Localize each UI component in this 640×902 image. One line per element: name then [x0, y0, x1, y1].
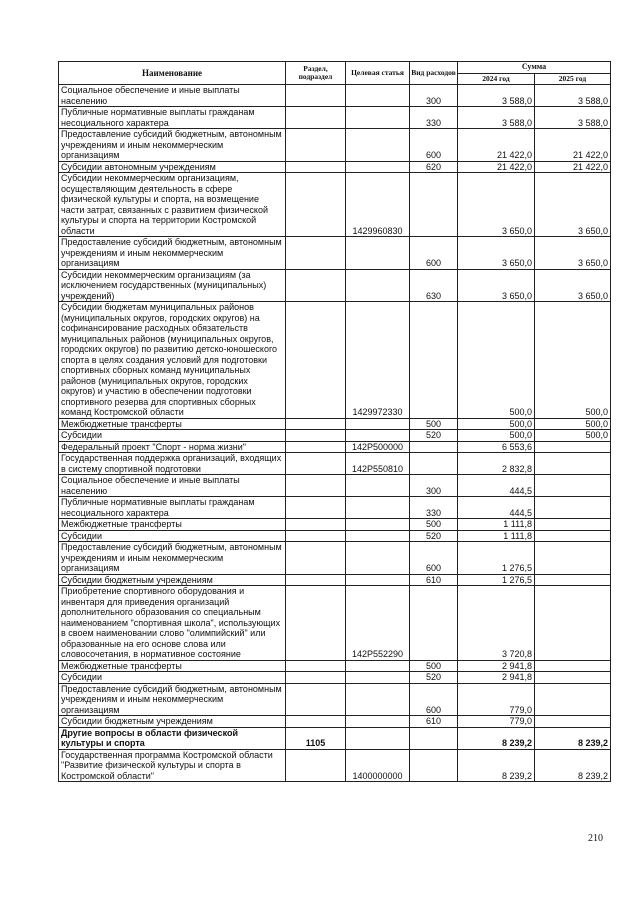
row-section: [286, 586, 346, 661]
row-sum-2024: 21 422,0: [458, 161, 535, 173]
row-section: [286, 418, 346, 430]
row-sum-2024: 3 650,0: [458, 269, 535, 302]
table-row: [59, 173, 611, 237]
row-target: 142P552290: [346, 586, 410, 661]
header-row: [59, 62, 611, 74]
row-name: Публичные нормативные выплаты гражданам несоциального характера: [59, 107, 286, 129]
table-row: [59, 237, 611, 270]
row-sum-2025: [535, 497, 611, 519]
row-sum-2024: 2 832,8: [458, 453, 535, 475]
table-row: [59, 161, 611, 173]
row-target: 1429972330: [346, 302, 410, 419]
row-type: 500: [410, 418, 458, 430]
row-type: 330: [410, 497, 458, 519]
header-year-2025: 2025 год: [535, 73, 611, 85]
row-name: Социальное обеспечение и иные выплаты населению: [59, 85, 286, 107]
row-section: [286, 85, 346, 107]
row-type: 330: [410, 107, 458, 129]
row-type: 300: [410, 85, 458, 107]
row-sum-2025: [535, 530, 611, 542]
row-sum-2024: 8 239,2: [458, 727, 535, 749]
table-row: [59, 749, 611, 782]
row-name: Федеральный проект "Спорт - норма жизни": [59, 441, 286, 453]
row-sum-2024: 8 239,2: [458, 749, 535, 782]
page-number: 210: [588, 833, 603, 844]
row-target: [346, 672, 410, 684]
row-sum-2025: [535, 672, 611, 684]
row-section: [286, 107, 346, 129]
row-sum-2024: 3 650,0: [458, 173, 535, 237]
row-type: 500: [410, 519, 458, 531]
table-row: [59, 269, 611, 302]
row-type: [410, 453, 458, 475]
row-sum-2024: 1 276,5: [458, 574, 535, 586]
row-sum-2024: 1 111,8: [458, 530, 535, 542]
row-name: Межбюджетные трансферты: [59, 519, 286, 531]
table-row: [59, 542, 611, 575]
header-sum: Сумма: [458, 62, 611, 74]
row-type: 620: [410, 161, 458, 173]
table-row: [59, 85, 611, 107]
row-sum-2024: 444,5: [458, 497, 535, 519]
row-name: Приобретение спортивного оборудования и инвентаря для приведения организаций дополнительного образования со специальным наименованием "спортивная школа", использующих в своем наименовании слово "олимпийский" или образованные на его основе слова или словосочетания, в нормативное состояние: [59, 586, 286, 661]
row-target: [346, 161, 410, 173]
row-sum-2024: 21 422,0: [458, 129, 535, 162]
row-sum-2024: 2 941,8: [458, 672, 535, 684]
row-sum-2024: 500,0: [458, 430, 535, 442]
row-type: [410, 441, 458, 453]
header-section: Раздел, подраздел: [286, 62, 346, 85]
row-type: [410, 302, 458, 419]
row-section: [286, 453, 346, 475]
row-name: Субсидии некоммерческим организациям (за исключением государственных (муниципальных) учреждений): [59, 269, 286, 302]
row-sum-2024: 3 588,0: [458, 107, 535, 129]
row-section: [286, 441, 346, 453]
table-row: [59, 683, 611, 716]
table-row: [59, 453, 611, 475]
row-sum-2025: [535, 519, 611, 531]
row-section: [286, 161, 346, 173]
row-sum-2025: 500,0: [535, 418, 611, 430]
row-target: [346, 716, 410, 728]
row-type: [410, 749, 458, 782]
row-section: [286, 497, 346, 519]
header-type: Вид расходов: [410, 62, 458, 85]
row-target: [346, 475, 410, 497]
row-section: [286, 269, 346, 302]
row-target: [346, 129, 410, 162]
row-section: [286, 173, 346, 237]
row-type: 500: [410, 660, 458, 672]
row-sum-2025: [535, 574, 611, 586]
row-sum-2025: [535, 475, 611, 497]
row-sum-2025: [535, 683, 611, 716]
row-target: 1400000000: [346, 749, 410, 782]
row-sum-2024: 2 941,8: [458, 660, 535, 672]
table-row: [59, 441, 611, 453]
row-target: [346, 418, 410, 430]
row-sum-2025: 3 588,0: [535, 85, 611, 107]
row-sum-2025: 500,0: [535, 430, 611, 442]
row-sum-2025: 8 239,2: [535, 727, 611, 749]
row-section: [286, 530, 346, 542]
table-row: [59, 530, 611, 542]
row-sum-2025: 3 650,0: [535, 269, 611, 302]
row-section: [286, 475, 346, 497]
row-sum-2024: 500,0: [458, 418, 535, 430]
row-name: Субсидии: [59, 430, 286, 442]
row-name: Социальное обеспечение и иные выплаты населению: [59, 475, 286, 497]
row-sum-2025: [535, 660, 611, 672]
table-row: [59, 519, 611, 531]
row-name: Государственная поддержка организаций, входящих в систему спортивной подготовки: [59, 453, 286, 475]
row-sum-2024: 1 276,5: [458, 542, 535, 575]
row-name: Предоставление субсидий бюджетным, автономным учреждениям и иным некоммерческим организациям: [59, 542, 286, 575]
row-target: [346, 237, 410, 270]
row-name: Предоставление субсидий бюджетным, автономным учреждениям и иным некоммерческим организациям: [59, 237, 286, 270]
row-sum-2024: 500,0: [458, 302, 535, 419]
row-target: [346, 497, 410, 519]
row-type: 630: [410, 269, 458, 302]
row-target: [346, 530, 410, 542]
row-section: [286, 237, 346, 270]
row-name: Государственная программа Костромской области "Развитие физической культуры и спорта в Костромской области": [59, 749, 286, 782]
row-sum-2024: 6 553,6: [458, 441, 535, 453]
row-name: Субсидии бюджетам муниципальных районов (муниципальных округов, городских округов) на софинансирование расходных обязательств муниципальных районов (муниципальных округов, городских округов) по развитию детско-юношеского спорта в целях создания условий для подготовки спортивных сборных команд муниципальных районов (муниципальных округов, городских округов) и участию в обеспечении подготовки спортивного резерва для спортивных сборных команд Костромской области: [59, 302, 286, 419]
row-type: 610: [410, 574, 458, 586]
row-target: [346, 542, 410, 575]
row-name: Субсидии: [59, 530, 286, 542]
row-sum-2024: 3 650,0: [458, 237, 535, 270]
row-type: [410, 586, 458, 661]
row-sum-2025: 3 650,0: [535, 237, 611, 270]
row-section: [286, 683, 346, 716]
table-row: [59, 497, 611, 519]
row-type: 600: [410, 129, 458, 162]
row-type: [410, 173, 458, 237]
table-row: [59, 727, 611, 749]
budget-table: [58, 61, 611, 782]
row-type: 520: [410, 430, 458, 442]
row-sum-2024: 3 588,0: [458, 85, 535, 107]
row-target: 142P500000: [346, 441, 410, 453]
row-section: [286, 574, 346, 586]
row-section: [286, 302, 346, 419]
row-name: Предоставление субсидий бюджетным, автономным учреждениям и иным некоммерческим организациям: [59, 683, 286, 716]
table-row: [59, 660, 611, 672]
table-row: [59, 716, 611, 728]
table-row: [59, 574, 611, 586]
row-sum-2025: [535, 542, 611, 575]
table-row: [59, 586, 611, 661]
row-sum-2025: [535, 716, 611, 728]
row-target: 142P550810: [346, 453, 410, 475]
row-sum-2024: 444,5: [458, 475, 535, 497]
row-name: Межбюджетные трансферты: [59, 418, 286, 430]
row-target: [346, 107, 410, 129]
row-sum-2025: 3 588,0: [535, 107, 611, 129]
row-section: [286, 749, 346, 782]
row-section: 1105: [286, 727, 346, 749]
row-name: Субсидии: [59, 672, 286, 684]
row-name: Субсидии некоммерческим организациям, осуществляющим деятельность в сфере физической культуры и спорта, на возмещение части затрат, связанных с развитием физической культуры и спорта на территории Костромской области: [59, 173, 286, 237]
row-sum-2025: 3 650,0: [535, 173, 611, 237]
table-body: [59, 85, 611, 782]
header-year-2024: 2024 год: [458, 73, 535, 85]
row-sum-2024: 1 111,8: [458, 519, 535, 531]
row-target: [346, 683, 410, 716]
row-section: [286, 660, 346, 672]
header-name: Наименование: [59, 62, 286, 85]
row-target: [346, 430, 410, 442]
row-section: [286, 542, 346, 575]
row-type: 300: [410, 475, 458, 497]
row-target: [346, 727, 410, 749]
row-type: 520: [410, 530, 458, 542]
row-sum-2025: [535, 453, 611, 475]
row-sum-2025: 500,0: [535, 302, 611, 419]
row-type: 600: [410, 542, 458, 575]
row-sum-2025: [535, 441, 611, 453]
row-section: [286, 430, 346, 442]
row-section: [286, 519, 346, 531]
row-target: [346, 660, 410, 672]
table-row: [59, 107, 611, 129]
row-name: Субсидии бюджетным учреждениям: [59, 574, 286, 586]
table-row: [59, 672, 611, 684]
table-row: [59, 418, 611, 430]
row-sum-2024: 779,0: [458, 716, 535, 728]
row-target: [346, 269, 410, 302]
row-name: Межбюджетные трансферты: [59, 660, 286, 672]
row-section: [286, 129, 346, 162]
table-row: [59, 129, 611, 162]
row-section: [286, 672, 346, 684]
table-row: [59, 430, 611, 442]
row-name: Публичные нормативные выплаты гражданам несоциального характера: [59, 497, 286, 519]
row-type: 600: [410, 237, 458, 270]
row-name: Предоставление субсидий бюджетным, автономным учреждениям и иным некоммерческим организациям: [59, 129, 286, 162]
row-target: 1429960830: [346, 173, 410, 237]
row-section: [286, 716, 346, 728]
row-type: 610: [410, 716, 458, 728]
row-target: [346, 85, 410, 107]
row-target: [346, 574, 410, 586]
row-sum-2025: [535, 586, 611, 661]
row-sum-2024: 3 720,8: [458, 586, 535, 661]
table-row: [59, 302, 611, 419]
row-type: [410, 727, 458, 749]
row-sum-2025: 21 422,0: [535, 161, 611, 173]
row-sum-2025: 8 239,2: [535, 749, 611, 782]
row-sum-2024: 779,0: [458, 683, 535, 716]
row-type: 520: [410, 672, 458, 684]
row-sum-2025: 21 422,0: [535, 129, 611, 162]
row-type: 600: [410, 683, 458, 716]
table-row: [59, 475, 611, 497]
header-target: Целевая статья: [346, 62, 410, 85]
row-name: Субсидии автономным учреждениям: [59, 161, 286, 173]
row-name: Другие вопросы в области физической культуры и спорта: [59, 727, 286, 749]
row-name: Субсидии бюджетным учреждениям: [59, 716, 286, 728]
row-target: [346, 519, 410, 531]
